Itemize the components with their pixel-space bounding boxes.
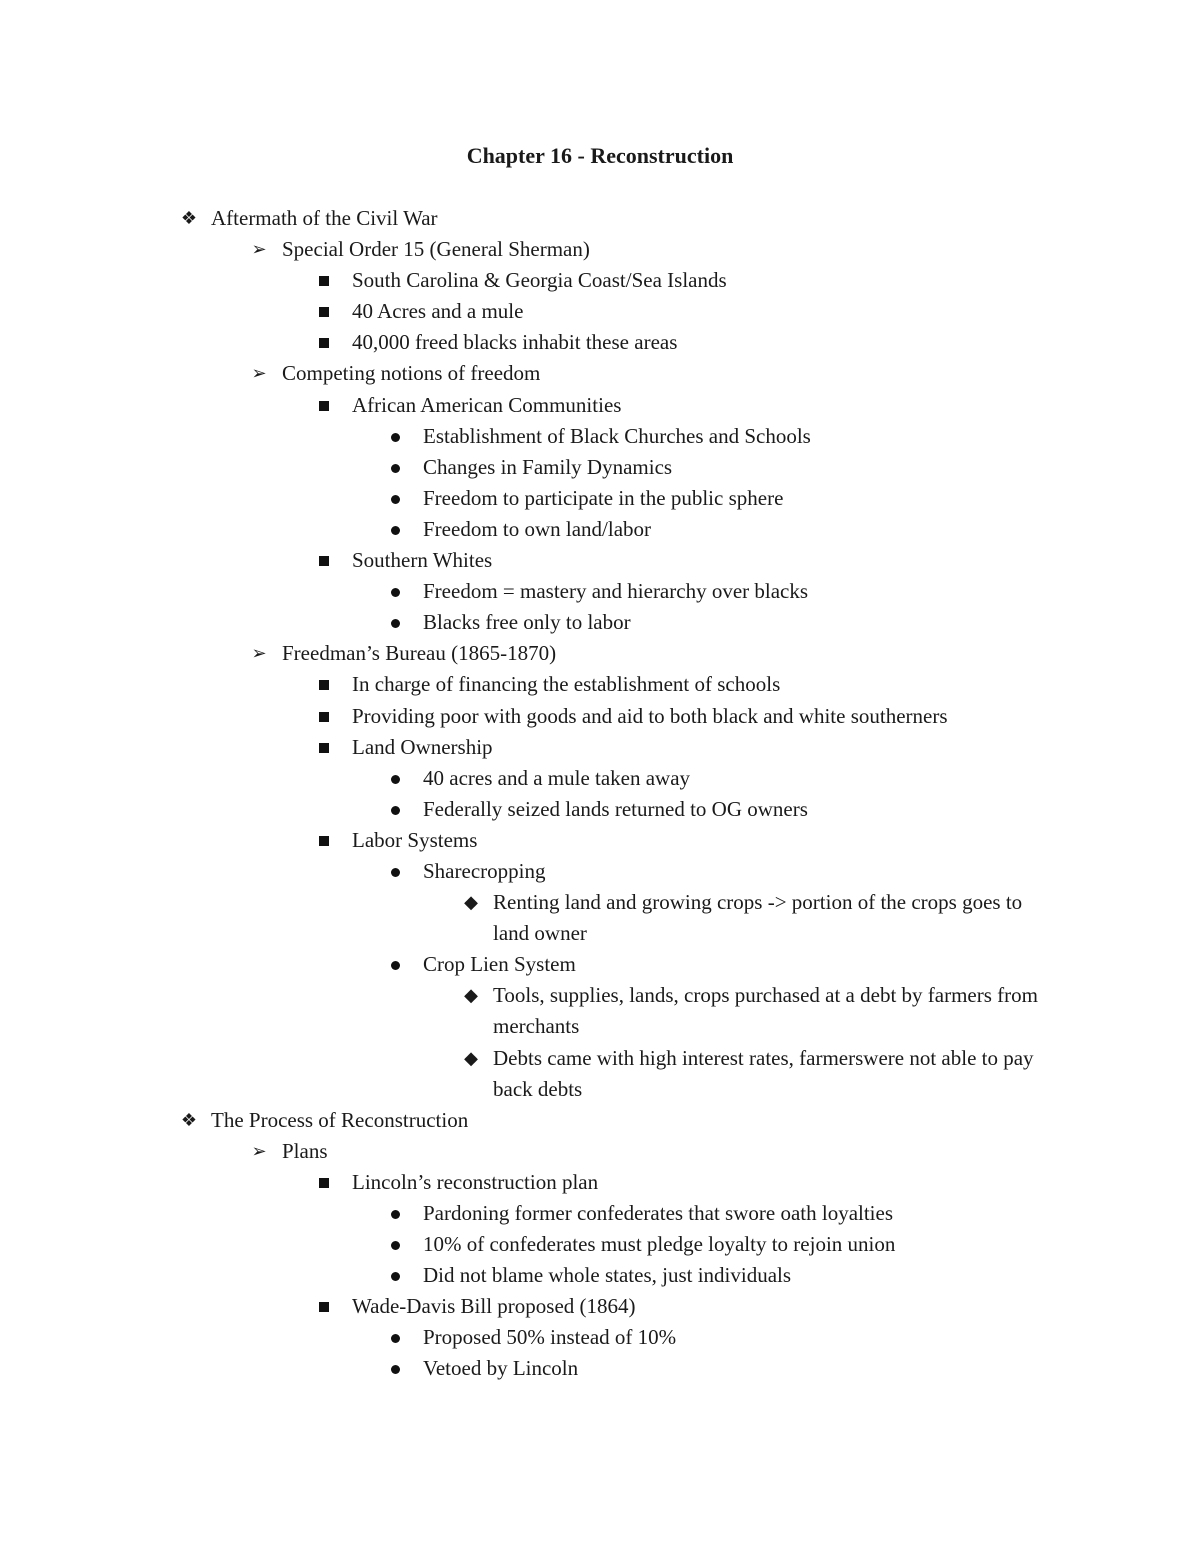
- outline-item-text: Tools, supplies, lands, crops purchased at a debt by farmers from merchants: [493, 983, 1038, 1039]
- outline-item-level-3: [0, 296, 1200, 327]
- outline-item-level-3: [0, 1291, 1200, 1322]
- outline-item-level-3: [0, 545, 1200, 576]
- outline-item-text: In charge of financing the establishment of schools: [352, 672, 781, 697]
- outline-item-level-2: [0, 1136, 1200, 1167]
- outline-item-level-4: [0, 794, 1200, 825]
- outline-item-level-4: [0, 1260, 1200, 1291]
- diamond-bullet-icon: ◆: [464, 985, 478, 1006]
- outline-item-level-4: [0, 452, 1200, 483]
- outline-item-text: Aftermath of the Civil War: [211, 206, 438, 230]
- outline-item-level-4: [0, 856, 1200, 887]
- outline-list: [0, 203, 1200, 1385]
- four-petal-diamond-bullet-icon: ❖: [180, 208, 198, 228]
- outline-item-level-1: [0, 1105, 1200, 1136]
- outline-item-level-4: [0, 1229, 1200, 1260]
- diamond-bullet-icon: ◆: [464, 1047, 478, 1068]
- outline-item-level-5: [0, 1043, 1200, 1105]
- outline-item-level-3: [0, 327, 1200, 358]
- arrowhead-bullet-icon: ➢: [251, 643, 267, 664]
- arrowhead-bullet-icon: ➢: [251, 363, 267, 384]
- page-title: Chapter 16 - Reconstruction: [466, 143, 734, 168]
- outline-item-level-3: [0, 669, 1200, 700]
- outline-item-level-4: [0, 1353, 1200, 1384]
- outline-item-text: Special Order 15 (General Sherman): [282, 237, 590, 262]
- outline-item-level-2: [0, 358, 1200, 389]
- arrowhead-bullet-icon: ➢: [251, 239, 267, 260]
- outline-item-text: Renting land and growing crops -> portion of the crops goes to land owner: [493, 890, 1023, 946]
- outline-item-text: African American Communities: [352, 392, 622, 417]
- outline-item-text: Federally seized lands returned to OG owners: [423, 796, 808, 821]
- outline-item-level-3: [0, 825, 1200, 856]
- outline-item-text: Plans: [282, 1138, 328, 1163]
- outline-item-text: Changes in Family Dynamics: [423, 454, 673, 479]
- outline-item-level-4: [0, 1198, 1200, 1229]
- outline-item-text: Debts came with high interest rates, farmerswere not able to pay back debts: [493, 1045, 1034, 1101]
- diamond-bullet-icon: ◆: [464, 892, 478, 913]
- outline-item-text: Establishment of Black Churches and Schools: [423, 423, 811, 448]
- outline-item-level-4: [0, 763, 1200, 794]
- outline-item-level-5: [0, 980, 1200, 1042]
- outline-item-level-3: [0, 1167, 1200, 1198]
- outline-item-level-4: [0, 483, 1200, 514]
- outline-item-level-3: [0, 265, 1200, 296]
- outline-item-level-2: [0, 234, 1200, 265]
- outline-item-text: Pardoning former confederates that swore oath loyalties: [423, 1201, 894, 1225]
- outline-item-text: Crop Lien System: [423, 952, 576, 977]
- outline-item-text: 40 Acres and a mule: [352, 299, 524, 324]
- outline-item-text: Vetoed by Lincoln: [423, 1356, 579, 1381]
- outline-item-level-4: [0, 421, 1200, 452]
- outline-item-level-3: [0, 701, 1200, 732]
- outline-item-text: South Carolina & Georgia Coast/Sea Islands: [352, 268, 727, 293]
- outline-item-text: Sharecropping: [423, 858, 546, 883]
- outline-item-text: 40 acres and a mule taken away: [423, 765, 691, 790]
- outline-item-text: 10% of confederates must pledge loyalty to rejoin union: [423, 1232, 896, 1257]
- outline-item-text: Labor Systems: [352, 827, 478, 852]
- outline-item-text: Freedom to own land/labor: [423, 516, 652, 541]
- outline-item-level-3: [0, 390, 1200, 421]
- outline-item-text: 40,000 freed blacks inhabit these areas: [352, 330, 678, 355]
- outline-item-text: Wade-Davis Bill proposed (1864): [352, 1294, 636, 1319]
- outline-item-text: Freedom to participate in the public sphere: [423, 485, 784, 510]
- outline-item-level-4: [0, 949, 1200, 980]
- outline-item-level-1: [0, 203, 1200, 234]
- outline-item-text: Freedman’s Bureau (1865-1870): [282, 641, 557, 666]
- outline-item-text: Competing notions of freedom: [282, 361, 541, 386]
- outline-item-text: Lincoln’s reconstruction plan: [352, 1169, 599, 1194]
- arrowhead-bullet-icon: ➢: [251, 1140, 267, 1161]
- outline-item-level-4: [0, 514, 1200, 545]
- outline-item-text: Did not blame whole states, just individuals: [423, 1263, 792, 1288]
- outline-item-level-5: [0, 887, 1200, 949]
- outline-item-level-3: [0, 732, 1200, 763]
- outline-item-level-4: [0, 576, 1200, 607]
- outline-item-text: Proposed 50% instead of 10%: [423, 1325, 677, 1350]
- outline-item-text: The Process of Reconstruction: [211, 1107, 469, 1132]
- four-petal-diamond-bullet-icon: ❖: [180, 1109, 198, 1130]
- outline-item-text: Freedom = mastery and hierarchy over blacks: [423, 579, 809, 604]
- outline-item-text: Providing poor with goods and aid to both black and white southerners: [352, 703, 948, 728]
- outline-item-text: Blacks free only to labor: [423, 610, 631, 635]
- outline-item-text: Southern Whites: [352, 548, 493, 573]
- outline-item-level-4: [0, 1322, 1200, 1353]
- outline-item-level-4: [0, 607, 1200, 638]
- outline-item-level-2: [0, 638, 1200, 669]
- outline-item-text: Land Ownership: [352, 734, 493, 759]
